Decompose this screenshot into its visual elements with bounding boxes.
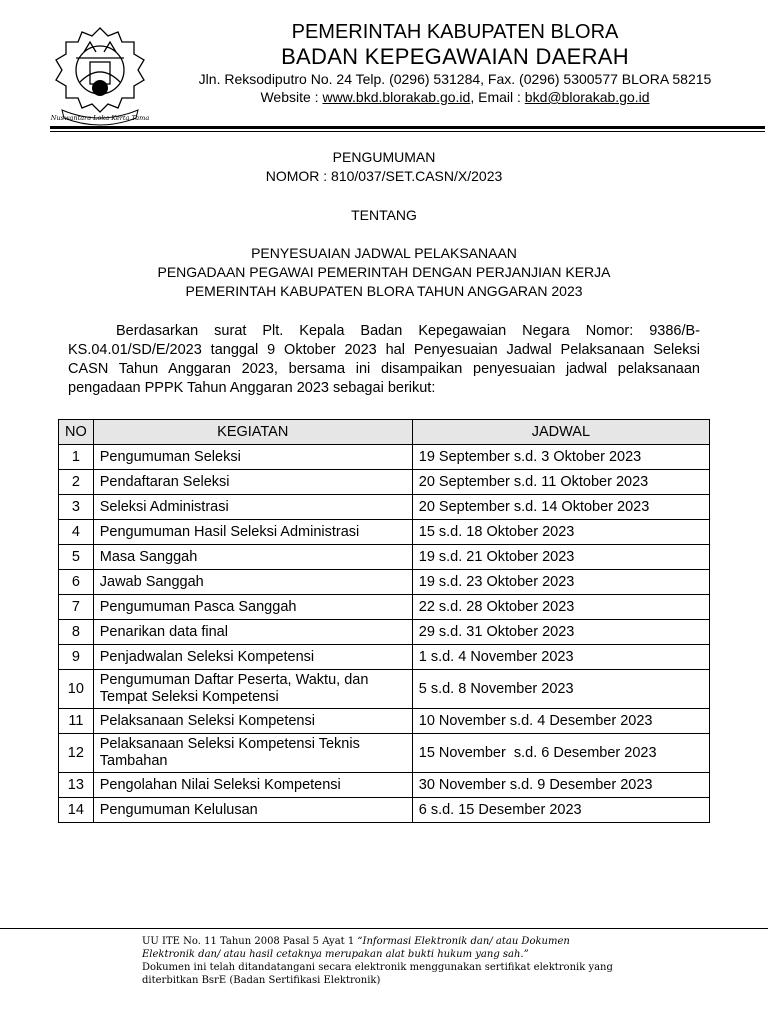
table-row bbox=[59, 734, 710, 773]
table-row bbox=[59, 545, 710, 570]
footer-quote: “Informasi Elektronik dan/ atau Dokumen Elektronik dan/ atau hasil cetaknya merupakan alat bukti hukum yang sah.” bbox=[142, 936, 570, 960]
agency-address: Jln. Reksodiputro No. 24 Telp. (0296) 531284, Fax. (0296) 5300577 BLORA 58215 bbox=[198, 71, 712, 87]
table-row bbox=[59, 773, 710, 798]
row-jadwal: 30 November s.d. 9 Desember 2023 bbox=[412, 773, 709, 798]
row-no: 13 bbox=[59, 773, 94, 798]
website-link[interactable]: www.bkd.blorakab.go.id bbox=[322, 89, 471, 105]
footer-law: UU ITE No. 11 Tahun 2008 Pasal 5 Ayat 1 bbox=[142, 936, 358, 947]
footer-divider bbox=[0, 928, 768, 929]
row-jadwal: 1 s.d. 4 November 2023 bbox=[412, 645, 709, 670]
row-jadwal: 19 s.d. 21 Oktober 2023 bbox=[412, 545, 709, 570]
row-jadwal: 15 November s.d. 6 Desember 2023 bbox=[412, 734, 709, 773]
table-row bbox=[59, 670, 710, 709]
table-row bbox=[59, 620, 710, 645]
row-jadwal: 15 s.d. 18 Oktober 2023 bbox=[412, 520, 709, 545]
announcement-subject bbox=[0, 244, 768, 301]
row-kegiatan: Seleksi Administrasi bbox=[93, 495, 412, 520]
row-no: 9 bbox=[59, 645, 94, 670]
row-no: 7 bbox=[59, 595, 94, 620]
subject-line-2: PENGADAAN PEGAWAI PEMERINTAH DENGAN PERJANJIAN KERJA bbox=[157, 264, 611, 280]
row-kegiatan: Penjadwalan Seleksi Kompetensi bbox=[93, 645, 412, 670]
table-row bbox=[59, 470, 710, 495]
column-header-kegiatan: KEGIATAN bbox=[93, 420, 412, 445]
row-kegiatan: Masa Sanggah bbox=[93, 545, 412, 570]
agency-name: BADAN KEPEGAWAIAN DAERAH bbox=[281, 44, 629, 69]
table-row bbox=[59, 798, 710, 823]
table-row bbox=[59, 595, 710, 620]
footer-note bbox=[142, 935, 622, 987]
email-link[interactable]: bkd@blorakab.go.id bbox=[524, 89, 650, 105]
column-header-no: NO bbox=[59, 420, 94, 445]
announcement-about: TENTANG bbox=[351, 207, 417, 223]
government-name: PEMERINTAH KABUPATEN BLORA bbox=[291, 21, 619, 43]
row-kegiatan: Pengumuman Daftar Peserta, Waktu, dan Tempat Seleksi Kompetensi bbox=[93, 670, 412, 709]
column-header-jadwal: JADWAL bbox=[412, 420, 709, 445]
subject-line-1: PENYESUAIAN JADWAL PELAKSANAAN bbox=[251, 245, 517, 261]
subject-line-3: PEMERINTAH KABUPATEN BLORA TAHUN ANGGARAN 2023 bbox=[185, 283, 583, 299]
row-kegiatan: Penarikan data final bbox=[93, 620, 412, 645]
table-row bbox=[59, 495, 710, 520]
row-jadwal: 20 September s.d. 14 Oktober 2023 bbox=[412, 495, 709, 520]
row-kegiatan: Jawab Sanggah bbox=[93, 570, 412, 595]
row-no: 4 bbox=[59, 520, 94, 545]
row-no: 14 bbox=[59, 798, 94, 823]
row-kegiatan: Pengumuman Kelulusan bbox=[93, 798, 412, 823]
row-kegiatan: Pengumuman Seleksi bbox=[93, 445, 412, 470]
row-no: 5 bbox=[59, 545, 94, 570]
row-kegiatan: Pengumuman Hasil Seleksi Administrasi bbox=[93, 520, 412, 545]
row-no: 8 bbox=[59, 620, 94, 645]
announcement-body: Berdasarkan surat Plt. Kepala Badan Kepegawaian Negara Nomor: 9386/B-KS.04.01/SD/E/2023 tanggal 9 Oktober 2023 hal Penyesuaian Jadwal Pelaksanaan Seleksi CASN Tahun Anggaran 2023, bersama ini disampaikan penyesuaian jadwal pelaksanaan pengadaan PPPK Tahun Anggaran 2023 sebagai berikut: bbox=[68, 323, 700, 396]
row-no: 1 bbox=[59, 445, 94, 470]
table-header-row bbox=[59, 420, 710, 445]
row-jadwal: 10 November s.d. 4 Desember 2023 bbox=[412, 709, 709, 734]
kabupaten-blora-coat-of-arms-icon bbox=[50, 22, 150, 130]
table-row bbox=[59, 709, 710, 734]
row-jadwal: 5 s.d. 8 November 2023 bbox=[412, 670, 709, 709]
logo-motto: Nuswantara Loka Kerta Tama bbox=[50, 114, 150, 122]
row-no: 2 bbox=[59, 470, 94, 495]
row-no: 12 bbox=[59, 734, 94, 773]
announcement-number: NOMOR : 810/037/SET.CASN/X/2023 bbox=[265, 168, 503, 184]
table-row bbox=[59, 520, 710, 545]
row-jadwal: 20 September s.d. 11 Oktober 2023 bbox=[412, 470, 709, 495]
row-jadwal: 22 s.d. 28 Oktober 2023 bbox=[412, 595, 709, 620]
row-kegiatan: Pelaksanaan Seleksi Kompetensi bbox=[93, 709, 412, 734]
letterhead bbox=[150, 20, 760, 106]
row-jadwal: 29 s.d. 31 Oktober 2023 bbox=[412, 620, 709, 645]
row-jadwal: 19 September s.d. 3 Oktober 2023 bbox=[412, 445, 709, 470]
row-kegiatan: Pendaftaran Seleksi bbox=[93, 470, 412, 495]
schedule-table bbox=[58, 419, 710, 823]
table-row bbox=[59, 445, 710, 470]
table-row bbox=[59, 570, 710, 595]
letterhead-rule-thin bbox=[50, 131, 765, 132]
agency-contact: Website : www.bkd.blorakab.go.id, Email : bkd@blorakab.go.id bbox=[260, 89, 650, 105]
row-no: 3 bbox=[59, 495, 94, 520]
row-kegiatan: Pengumuman Pasca Sanggah bbox=[93, 595, 412, 620]
row-kegiatan: Pelaksanaan Seleksi Kompetensi Teknis Tambahan bbox=[93, 734, 412, 773]
announcement-heading bbox=[0, 148, 768, 186]
table-row bbox=[59, 645, 710, 670]
row-no: 10 bbox=[59, 670, 94, 709]
row-jadwal: 19 s.d. 23 Oktober 2023 bbox=[412, 570, 709, 595]
row-no: 6 bbox=[59, 570, 94, 595]
footer-signature-note: Dokumen ini telah ditandatangani secara elektronik menggunakan sertifikat elektronik yang diterbitkan BsrE (Badan Sertifikasi Elektronik) bbox=[142, 962, 613, 986]
row-no: 11 bbox=[59, 709, 94, 734]
row-kegiatan: Pengolahan Nilai Seleksi Kompetensi bbox=[93, 773, 412, 798]
letterhead-rule-thick bbox=[50, 126, 765, 129]
row-jadwal: 6 s.d. 15 Desember 2023 bbox=[412, 798, 709, 823]
announcement-label: PENGUMUMAN bbox=[332, 149, 436, 165]
